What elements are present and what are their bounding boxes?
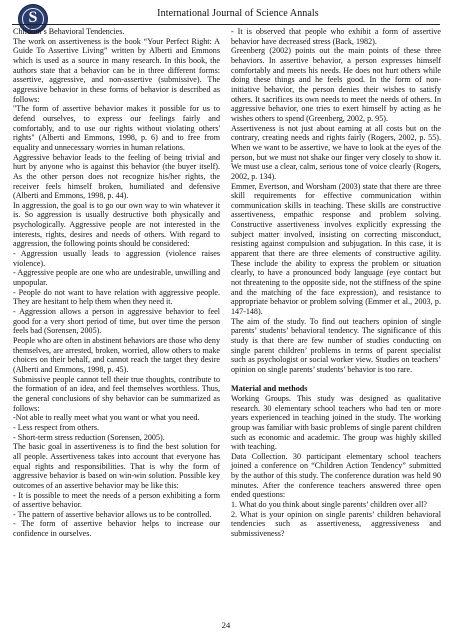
page-number: 24 bbox=[221, 620, 231, 630]
right-column bbox=[231, 27, 441, 539]
list-item: - It is observed that people who exhibit a form of assertive behavior have decreased stress (Back, 1982). bbox=[231, 27, 441, 46]
paragraph: People who are often in abstinent behaviors are those who deny themselves, are arrested, broken, worried, allow others to make choices on their behalf, and cannot reach the target they desire (Alberti and Emmons, 1998, p. 45). bbox=[13, 336, 220, 374]
paragraph: Assertiveness is not just about earning at all costs but on the contrary, creating needs and rights fairly (Rogers, 2002, p. 55). When we want to be assertive, we have to look at the eyes of the person, but we must not shake our finger very closely to show it. We must use a clear, calm, serious tone of voice clearly (Rogers, 2002, p. 134). bbox=[231, 123, 441, 181]
paragraph: Working Groups. This study was designed as qualitative research. 30 elementary school teachers who had ten or more years experienced in teaching joined in the study. The working group was familiar with basic problems of single parent children such as economic and academic. The group was highly skilled with teaching. bbox=[231, 393, 441, 452]
paragraph: Aggressive behavior leads to the feeling of being trivial and hurt by anyone who is against this behavior (the buyer itself). As the other person does not recognize his/her rights, the receiver feels himself broken, humiliated and defensive (Alberti and Emmons, 1998, p. 44). bbox=[13, 152, 220, 201]
paragraph: The work on assertiveness is the book “Your Perfect Right: A Guide To Assertive Living” written by Alberti and Emmons which is used as a source in many research. In this book, the authors state that a behavior can be in three different forms: assertive, aggressive, and non-assertive (submissive). The aggressive behavior in these forms of behavior is described as follows: bbox=[13, 36, 220, 104]
list-item: - Short-term stress reduction (Sorensen, 2005). bbox=[13, 432, 165, 442]
list-item: - Aggression allows a person in aggressive behavior to feel good for a very short period of time, but over time the person feels bad (Sorensen, 2005). bbox=[13, 307, 220, 336]
section-heading: Material and methods bbox=[231, 384, 308, 394]
list-item: - Less respect from others. bbox=[13, 422, 100, 432]
paragraph: Data Collection. 30 participant elementary school teachers joined a conference on “Children Action Tendency” submitted by the author of this study. The conference duration was held 90 minutes. After the conference teachers answered three open ended questions: bbox=[231, 451, 441, 500]
paragraph: In aggression, the goal is to go our own way to win whatever it is. So aggression is usually destructive both physically and psychologically. Aggressive people are not interested in the interests, rights, desires and needs of others. With regard to aggression, the following points should be considered: bbox=[13, 200, 220, 249]
paragraph: The basic goal in assertiveness is to find the best solution for all people. Assertiveness takes into account that everyone has equal rights and responsibilities. That is why the form of aggressive behavior is based on win-win solution. Possible key outcomes of an assertive behavior may be like this: bbox=[13, 442, 220, 490]
paragraph: Submissive people cannot tell their true thoughts, contribute to the formation of an idea, and feel themselves worthless. Thus, the general conclusions of shy behavior can be summarized as follows: bbox=[13, 374, 220, 413]
list-item: - The pattern of assertive behavior allows us to be controlled. bbox=[13, 509, 212, 519]
paragraph: Emmer, Evertson, and Worsham (2003) state that there are three skill requirements for effective communication within communication skills in teaching. These skills are constructive assertiveness, empathic response and problem solving. Constructive assertiveness involves explicitly expressing the subject matter involved, insisting on correcting misconduct, resisting against compulsion and subjugation. In this case, it is apparent that there are three elements of constructive agility. These include the ability to express the problem or situation clearly, to have a pronounced body language (eye contact but not threatening to the opposite side, not the stiffness of the spine and the matching of the face expression), and resistance to appropriate behavior or problem solving (Emmer et al., 2003, p. 147-148). bbox=[231, 181, 441, 317]
list-item: -Not able to really meet what you want or what you need. bbox=[13, 413, 200, 423]
left-column bbox=[13, 27, 220, 539]
question-item: 2. What is your opinion on single parents’ children behavioral tendencies such as assertiveness, aggressiveness and submissiveness? bbox=[231, 509, 441, 539]
paragraph: Greenberg (2002) points out the main points of these three behaviors. In assertive behavior, a person expresses himself comfortably and meets his needs. He does not hurt others while doing these things and he feels good. In the form of non-initiative behavior, the person denies their wishes to satisfy others. It sacrifices its own needs to meet the needs of others. In aggressive behavior, one tries to exert himself by acting as he wishes others to spend (Greenberg, 2002, p. 95). bbox=[231, 46, 441, 123]
list-item: - The form of assertive behavior helps to increase our confidence in ourselves. bbox=[13, 519, 220, 539]
header-rule bbox=[12, 24, 440, 25]
list-item: - It is possible to meet the needs of a person exhibiting a form of assertive behavior. bbox=[13, 490, 220, 510]
aim-of-study-paragraph: The aim of the study. To find out teachers opinion of single parents’ students’ behavioral tendency. The significance of this study is that there are few number of studies conducting on single parent children’ problems in terms of parent specialist such as psychologist or social worker view. Studies on teachers’ opinion on single parents’ students’ behavior is too rare. bbox=[231, 316, 441, 374]
journal-title: International Journal of Science Annals bbox=[157, 8, 319, 19]
question-item: 1. What do you think about single parents’ children over all? bbox=[231, 500, 427, 510]
list-item: - Aggression usually leads to aggression (violence raises violence). bbox=[13, 249, 220, 268]
paragraph: "The form of assertive behavior makes it possible for us to defend ourselves, to express our feelings fairly and comfortably, and to use our rights without violating others' rights" (Alberti and Emmons, 1998, p. 6) and to free from equality and unnecessary worries in human relations. bbox=[13, 104, 220, 152]
list-item: - People do not want to have relation with aggressive people. They are hesitant to help them when they need it. bbox=[13, 287, 220, 307]
logo-letter: S bbox=[28, 9, 38, 26]
paragraph: Children’s Behavioral Tendencies. bbox=[13, 27, 125, 36]
list-item: - Aggressive people are one who are undesirable, unwilling and unpopular. bbox=[13, 268, 220, 288]
